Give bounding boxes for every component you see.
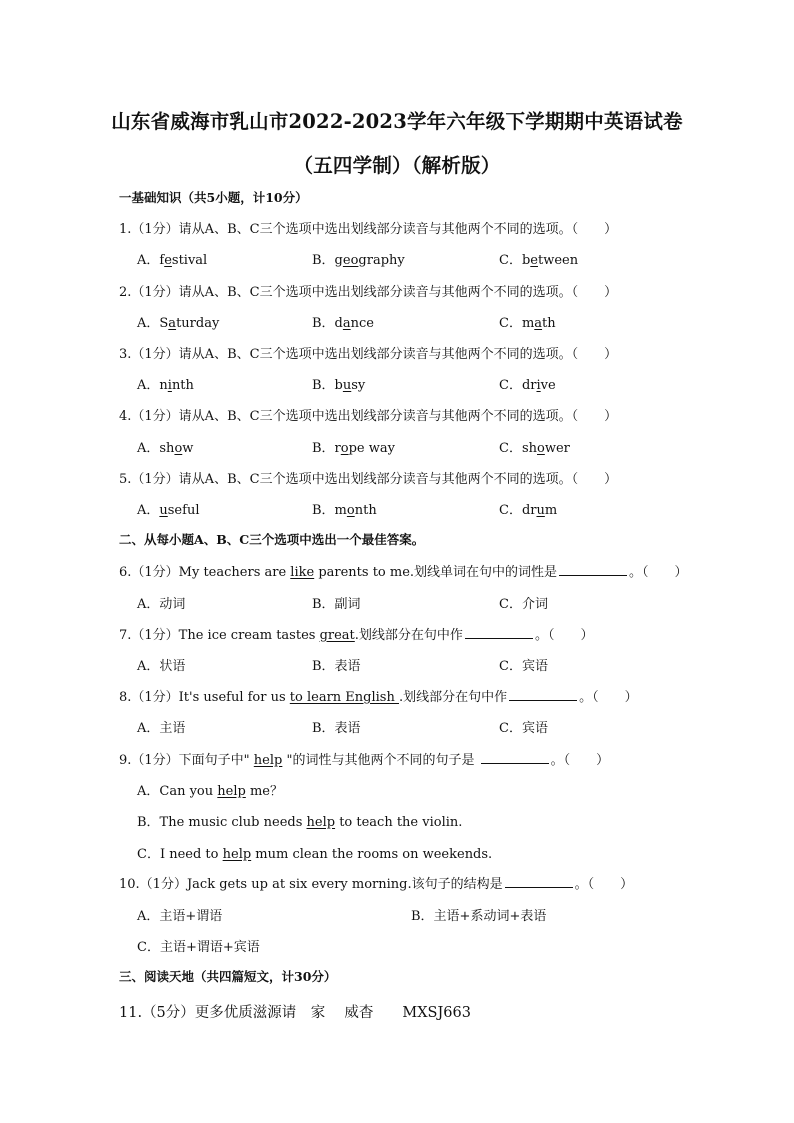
question-2-stem: 2.（1分）请从A、B、C三个选项中选出划线部分读音与其他两个不同的选项。（ ）	[119, 285, 618, 300]
question-3-option-b: B．busy	[312, 378, 366, 393]
question-6-stem: 6.（1分）My teachers are like parents to me.划线单词在句中的词性是 。（ ）	[119, 565, 688, 580]
question-5-option-c: C．drum	[499, 503, 558, 518]
question-9-option-c: C．I need to help mum clean the rooms on weekends.	[137, 847, 493, 862]
question-2-option-a: A．Saturday	[137, 316, 220, 331]
question-4-stem: 4.（1分）请从A、B、C三个选项中选出划线部分读音与其他两个不同的选项。（ ）	[119, 409, 618, 424]
question-11-stem: 11.（5分）更多优质滋源请 家 威杳 MXSJ663	[119, 1005, 471, 1021]
answer-blank[interactable]	[465, 626, 533, 639]
question-1-stem: 1.（1分）请从A、B、C三个选项中选出划线部分读音与其他两个不同的选项。（ ）	[119, 222, 618, 237]
question-9-stem: 9.（1分）下面句子中" help "的词性与其他两个不同的句子是 。（ ）	[119, 753, 610, 768]
question-4-option-c: C．shower	[499, 441, 570, 456]
question-7-stem: 7.（1分）The ice cream tastes great.划线部分在句中作 。（ ）	[119, 628, 594, 643]
question-3-stem: 3.（1分）请从A、B、C三个选项中选出划线部分读音与其他两个不同的选项。（ ）	[119, 347, 618, 362]
question-2-option-c: C．math	[499, 316, 556, 331]
question-3-option-a: A．ninth	[137, 378, 194, 393]
question-1-option-c: C．between	[499, 253, 579, 268]
question-8-option-b: B．表语	[312, 721, 361, 736]
section-heading-3: 三、阅读天地（共四篇短文，计30分）	[119, 969, 337, 984]
answer-blank[interactable]	[559, 563, 627, 576]
question-4-option-a: A．show	[137, 441, 194, 456]
page-subtitle: （五四学制）（解析版）	[293, 154, 501, 177]
section-heading-2: 二、从每小题A、B、C三个选项中选出一个最佳答案。	[119, 532, 425, 547]
question-10-option-b: B．主语+系动词+表语	[411, 909, 547, 924]
question-1-option-a: A．festival	[137, 253, 208, 268]
answer-blank[interactable]	[509, 688, 577, 701]
question-10-option-c: C．主语+谓语+宾语	[137, 940, 260, 955]
question-6-option-b: B．副词	[312, 597, 361, 612]
question-10-option-a: A．主语+谓语	[137, 909, 223, 924]
question-7-option-c: C．宾语	[499, 659, 548, 674]
question-5-stem: 5.（1分）请从A、B、C三个选项中选出划线部分读音与其他两个不同的选项。（ ）	[119, 472, 618, 487]
answer-blank[interactable]	[481, 751, 549, 764]
question-7-option-b: B．表语	[312, 659, 361, 674]
answer-blank[interactable]	[505, 875, 573, 888]
question-3-option-c: C．drive	[499, 378, 556, 393]
question-5-option-b: B．month	[312, 503, 377, 518]
question-8-stem: 8.（1分）It's useful for us to learn English .划线部分在句中作 。（ ）	[119, 690, 638, 705]
question-9-option-a: A．Can you help me？	[137, 784, 283, 799]
question-7-option-a: A．状语	[137, 659, 186, 674]
question-10-stem: 10.（1分）Jack gets up at six every morning.该句子的结构是 。（ ）	[119, 877, 634, 892]
question-8-option-c: C．宾语	[499, 721, 548, 736]
question-2-option-b: B．dance	[312, 316, 375, 331]
question-1-option-b: B．geography	[312, 253, 405, 268]
question-4-option-b: B．rope way	[312, 441, 395, 456]
page-title: 山东省威海市乳山市2022-2023学年六年级下学期期中英语试卷	[111, 110, 683, 133]
question-8-option-a: A．主语	[137, 721, 186, 736]
question-9-option-b: B．The music club needs help to teach the violin.	[137, 815, 463, 830]
question-6-option-c: C．介词	[499, 597, 548, 612]
section-heading-1: 一基础知识（共5小题，计10分）	[119, 190, 308, 205]
question-6-option-a: A．动词	[137, 597, 186, 612]
question-5-option-a: A．useful	[137, 503, 200, 518]
